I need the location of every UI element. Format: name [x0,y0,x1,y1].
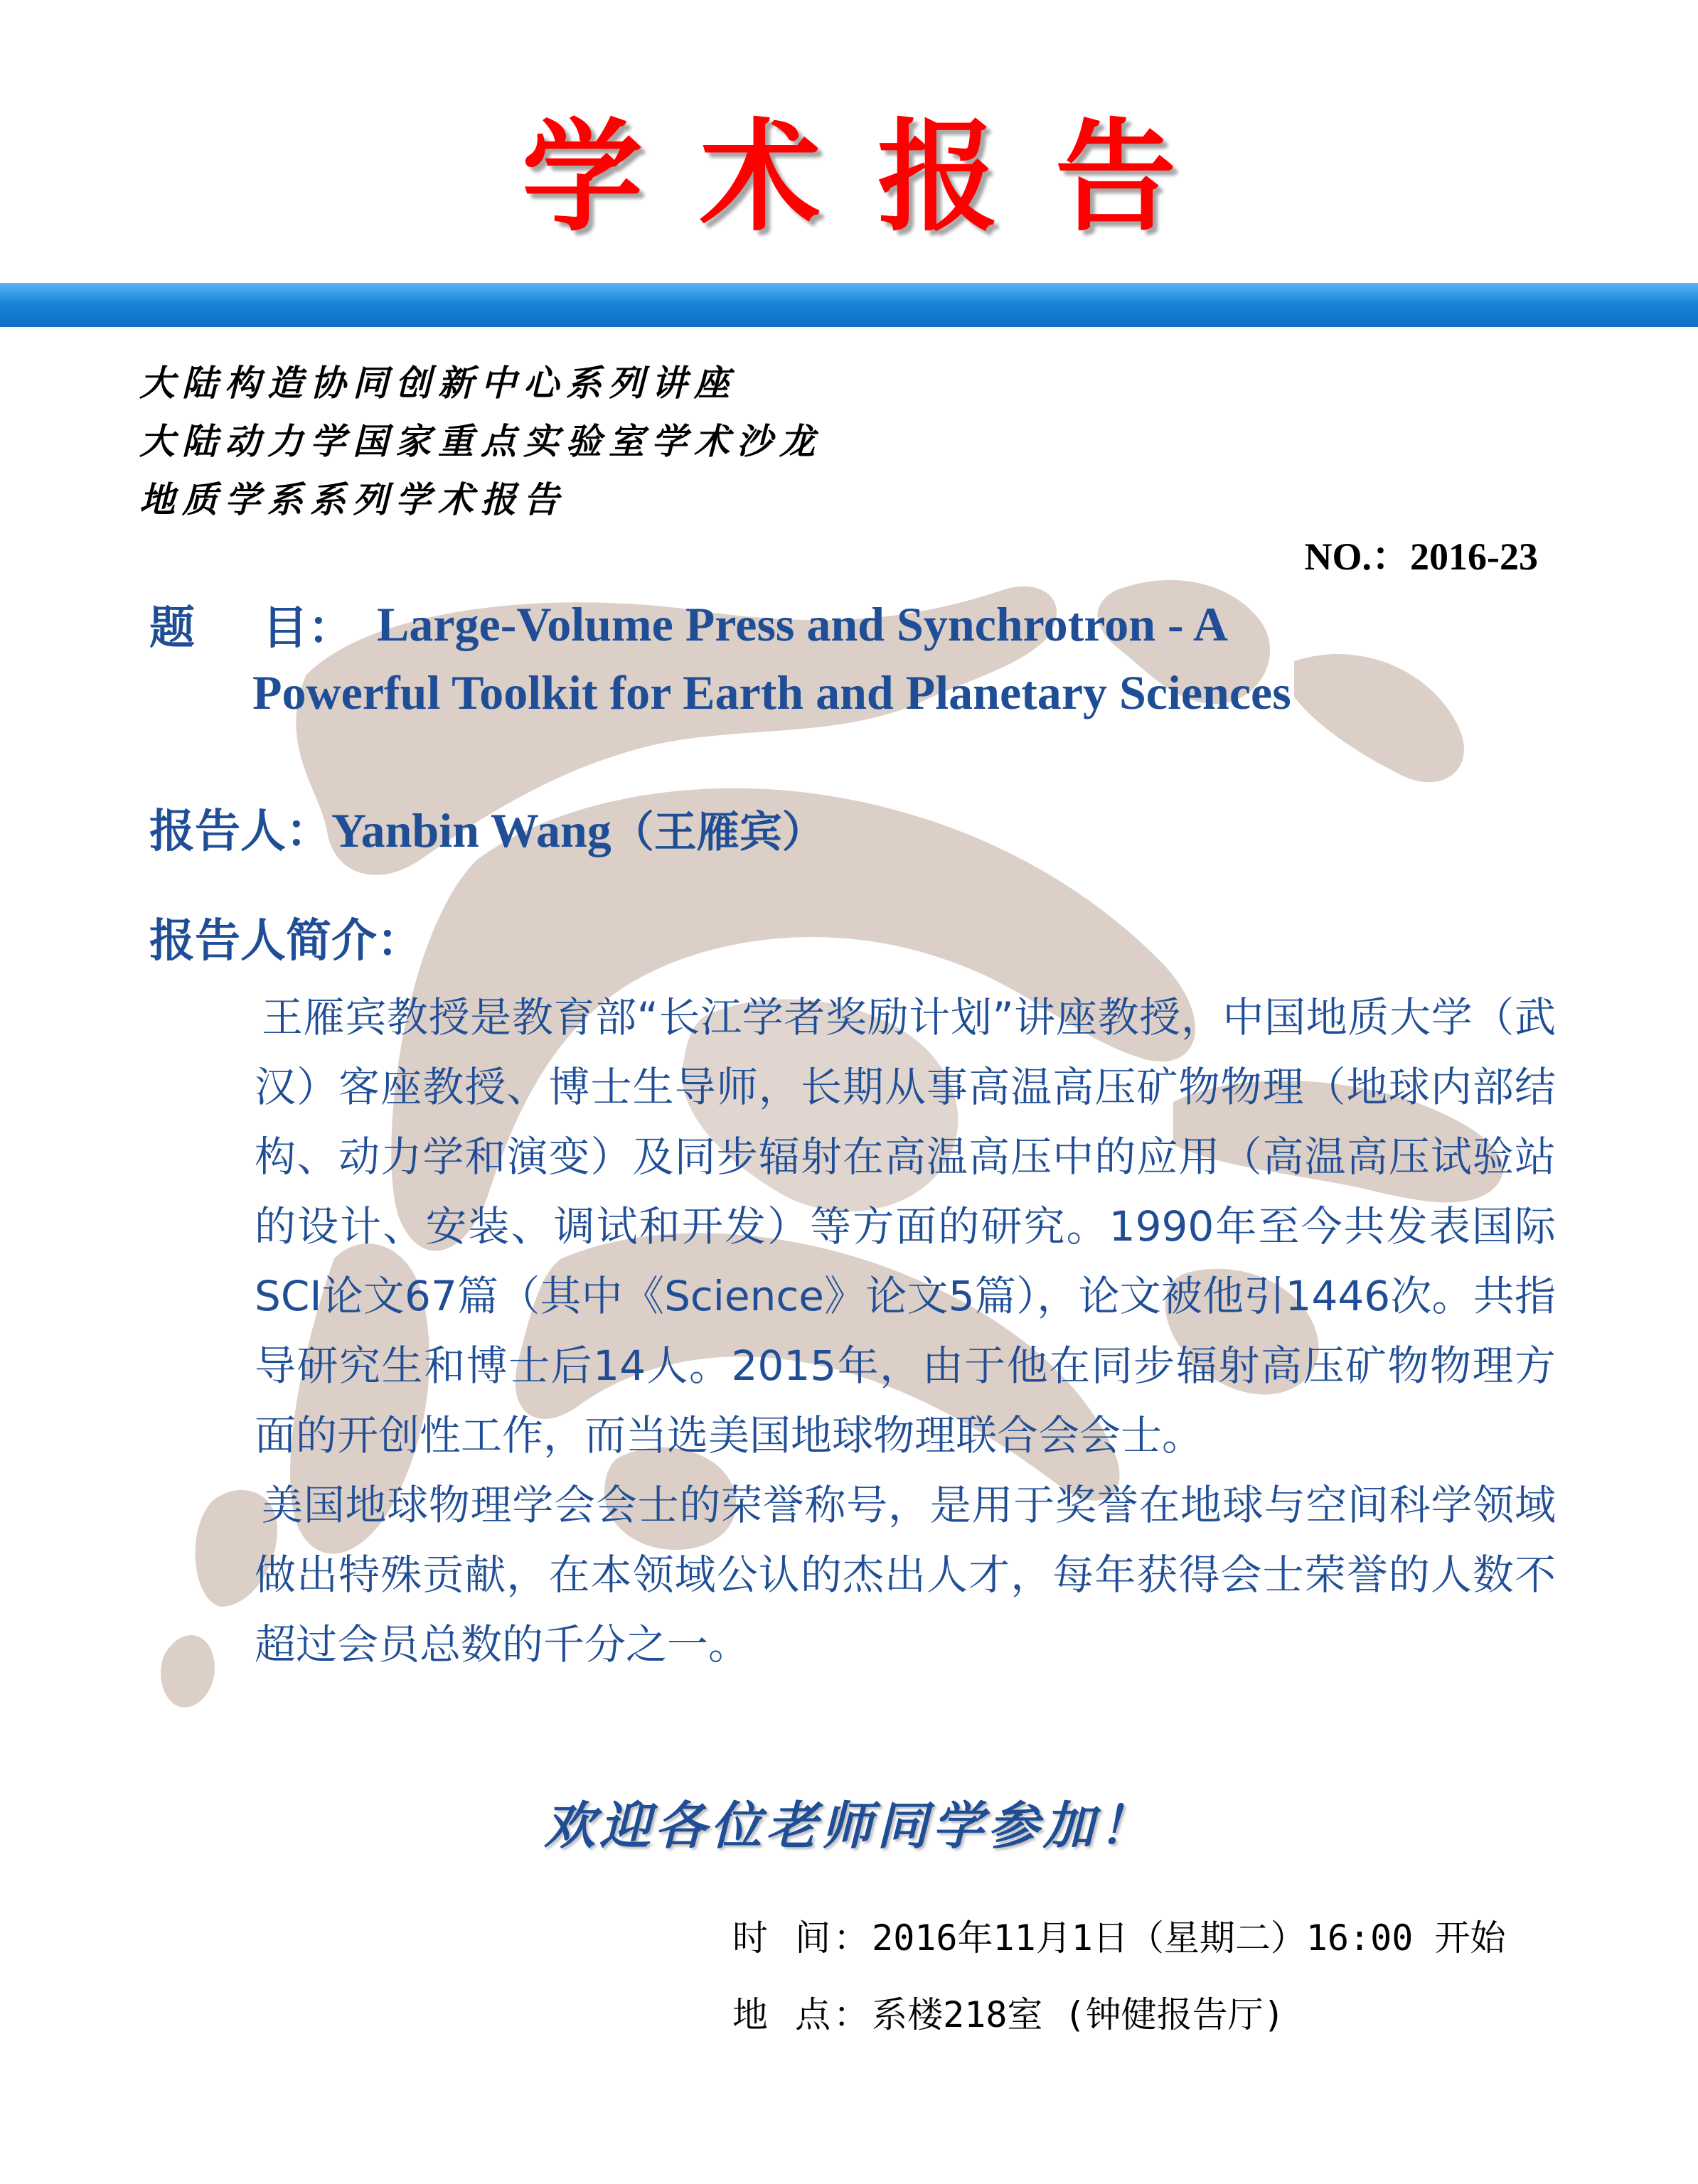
bio-paragraph: 美国地球物理学会会士的荣誉称号，是用于奖誉在地球与空间科学领域做出特殊贡献，在本领域公认的杰出人才，每年获得会士荣誉的人数不超过会员总数的千分之一。 [255,1481,1556,1669]
report-number: NO.：2016-23 [1304,535,1538,578]
speaker-row [149,795,825,860]
talk-title [252,590,1525,727]
speaker-name-cn: （王雁宾） [611,808,825,857]
series-line: 地质学系系列学术报告 [139,478,566,520]
time-value: 2016年11月1日（星期二）16:00 开始 [872,1917,1506,1959]
title-label-b: 目： [262,602,353,655]
speaker-bio [255,983,1556,1679]
speaker-name: Yanbin Wang [331,803,612,857]
bio-paragraph: 王雁宾教授是教育部“长江学者奖励计划”讲座教授，中国地质大学（武汉）客座教授、博士生导师，长期从事高温高压矿物物理（地球内部结构、动力学和演变）及同步辐射在高温高压中的应用（高温高压试验站的设计、安装、调试和开发）等方面的研究。1990年至今共发表国际SCI论文67篇（其中《Science》论文5篇），论文被他引1446次。共指导研究生和博士后14人。2015年，由于他在同步辐射高压矿物物理方面的开创性工作，而当选美国地球物理联合会会士。 [255,993,1556,1460]
bio-label: 报告人简介： [149,915,422,968]
header-band [0,283,1698,327]
title-label-a: 题 [149,602,195,655]
series-line: 大陆动力学国家重点实验室学术沙龙 [139,420,822,462]
series-list [139,354,822,529]
speaker-label: 报告人： [149,805,331,858]
talk-title-line-1: Large-Volume Press and Synchrotron - A [377,597,1229,651]
place-line [732,1976,1505,2053]
time-key: 时 间： [732,1917,872,1959]
talk-title-line-2: Powerful Toolkit for Earth and Planetary Sciences [252,665,1291,719]
welcome-text: 欢迎各位老师同学参加！ [543,1795,1154,1856]
series-line: 大陆构造协同创新中心系列讲座 [139,362,737,404]
place-key: 地 点： [732,1994,872,2035]
place-value: 系楼218室 (钟健报告厅) [872,1994,1285,2035]
time-line [732,1900,1505,1976]
event-info [732,1900,1505,2053]
poster-title: 学术报告 [521,107,1233,248]
